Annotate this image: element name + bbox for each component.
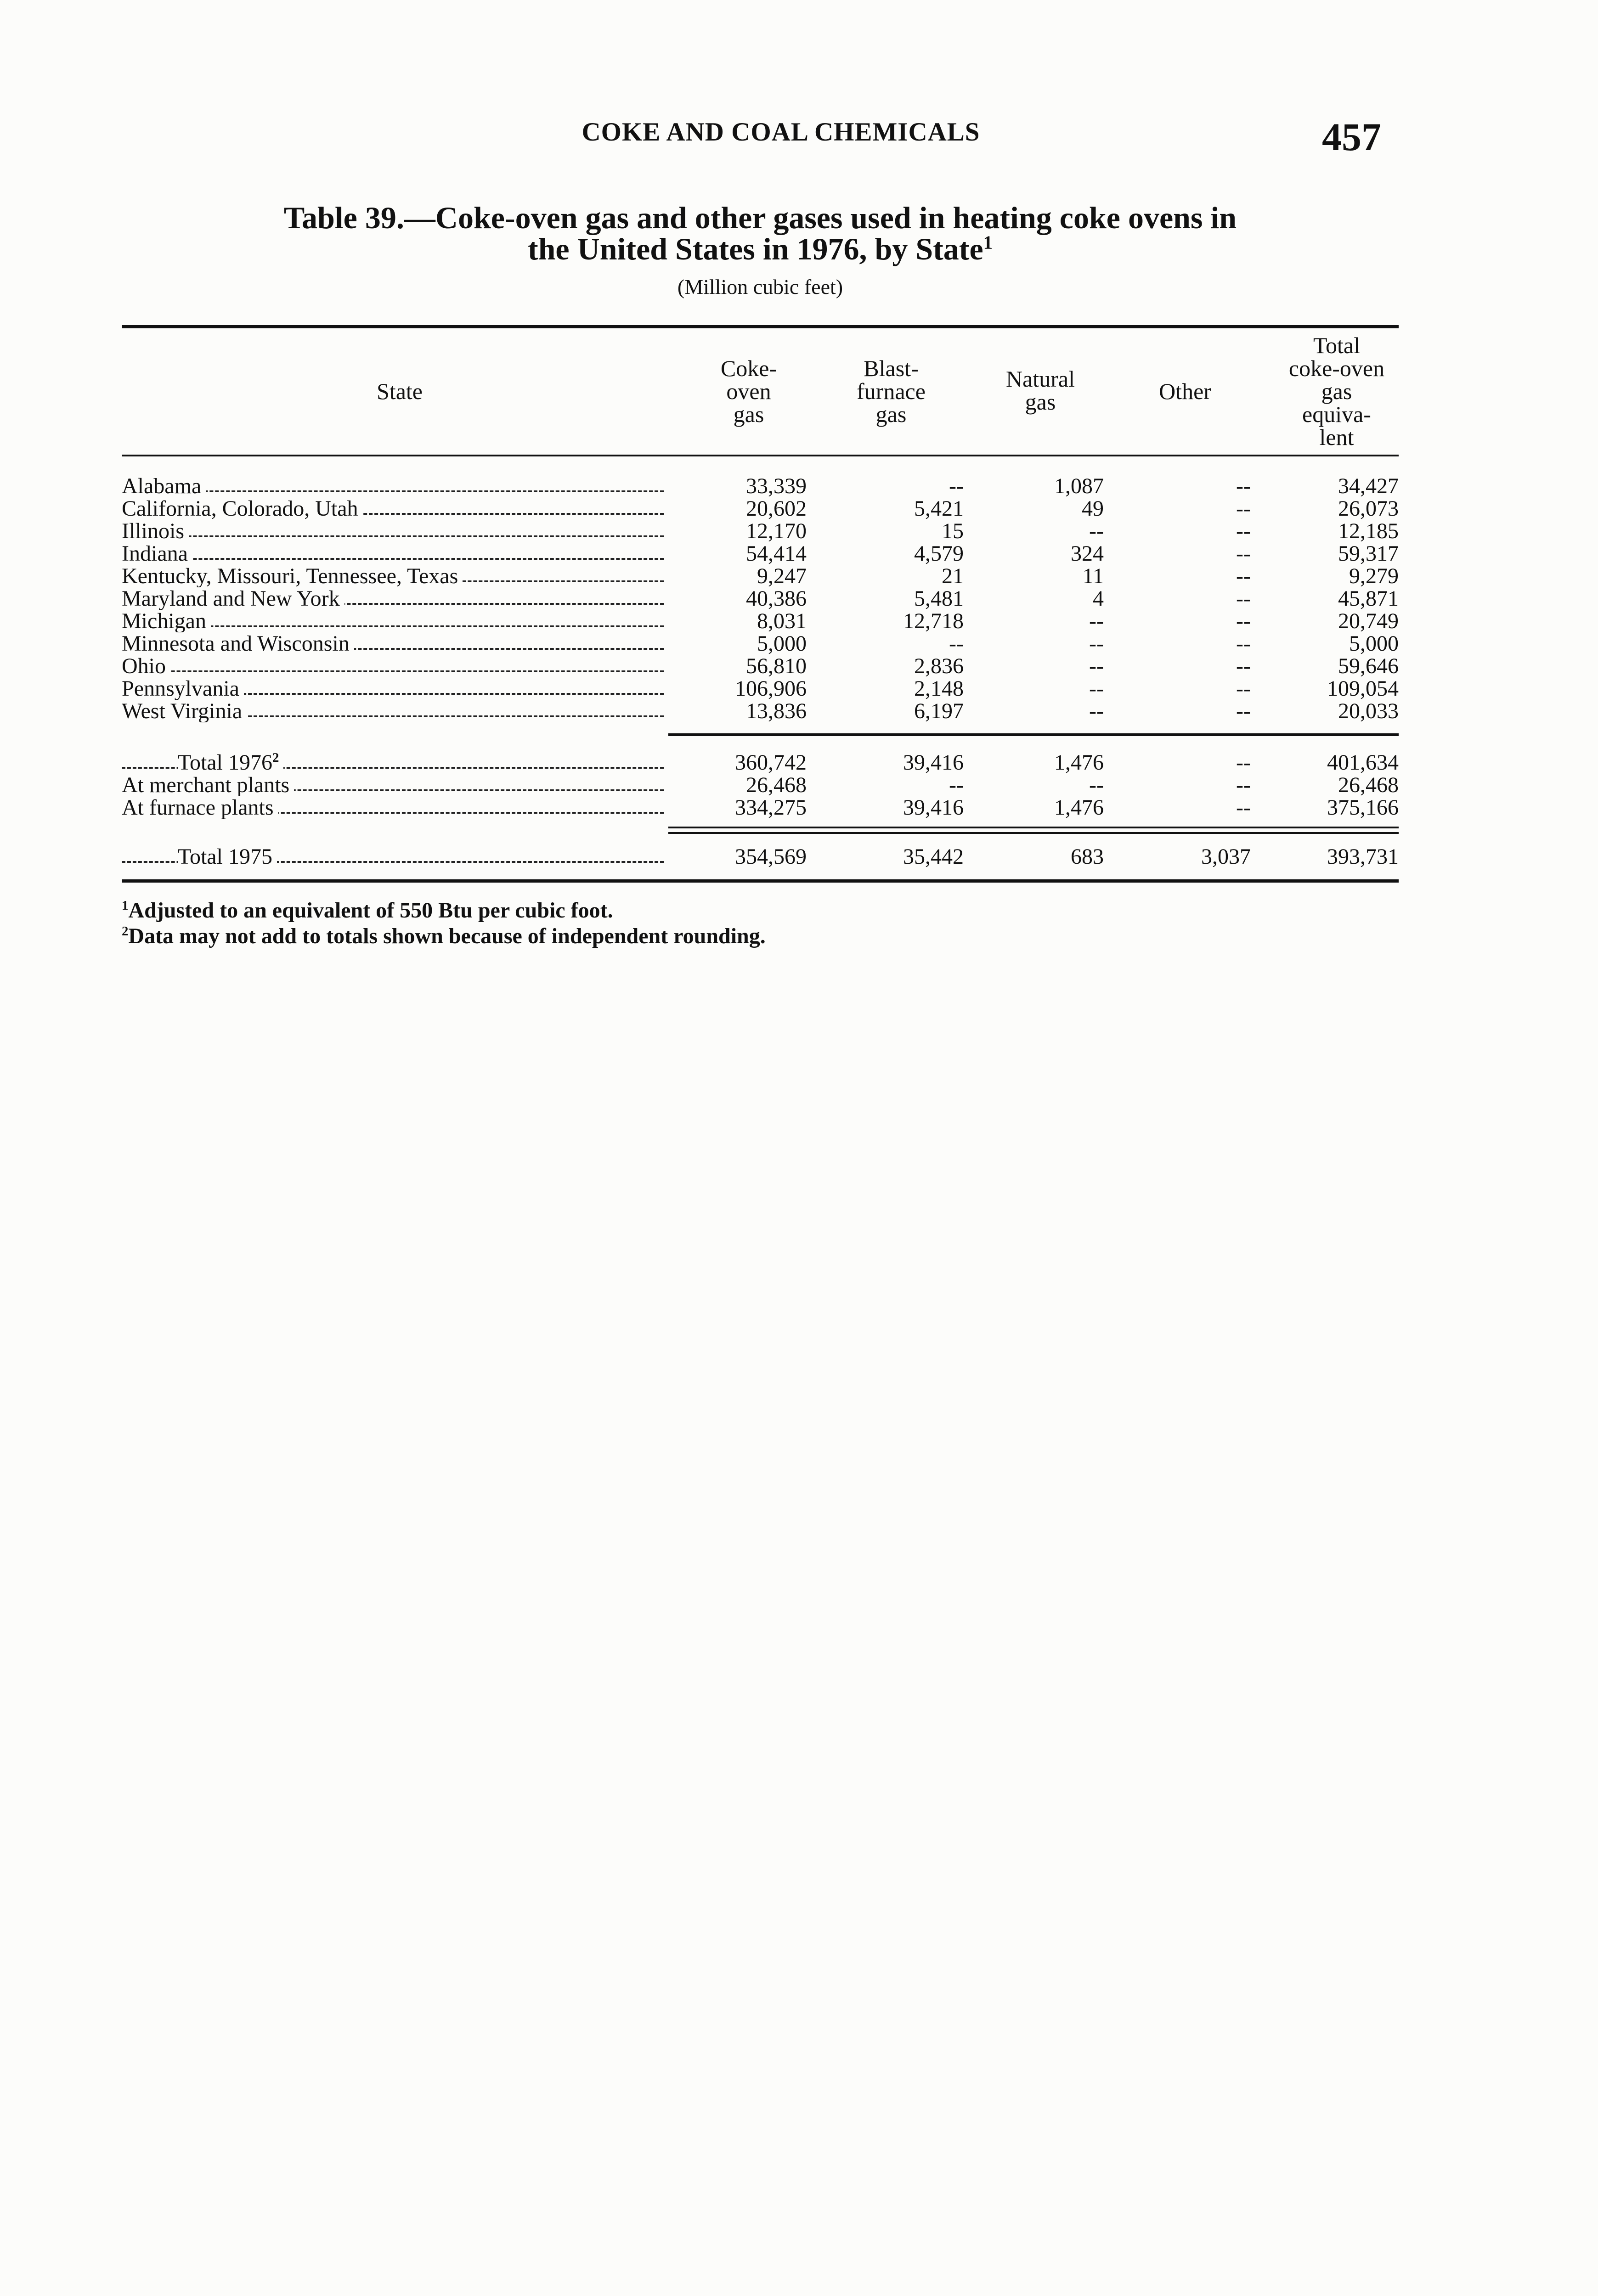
row-state-label: At furnace plants (122, 797, 278, 819)
cell-blast-furnace: 2,836 (914, 654, 964, 678)
cell-natural: -- (1089, 609, 1104, 633)
cell-total: 34,427 (1338, 474, 1399, 498)
col-header-natural-line: gas (1025, 389, 1056, 415)
cell-coke-oven: 13,836 (746, 699, 807, 723)
cell-coke-oven: 5,000 (757, 631, 807, 656)
table-row (122, 520, 1399, 542)
row-state (122, 655, 664, 677)
cell-natural: -- (1089, 519, 1104, 543)
col-header-total-line: lent (1319, 424, 1354, 450)
cell-other: 3,037 (1201, 844, 1251, 869)
col-header-coke-oven-line: oven (726, 378, 771, 404)
cell-coke-oven: 54,414 (746, 541, 807, 566)
row-state (122, 633, 664, 655)
cell-other: -- (1236, 541, 1251, 566)
row-state (122, 498, 664, 520)
footnote-mark: 2 (122, 924, 129, 939)
cell-natural: -- (1089, 773, 1104, 797)
footnote-text: Adjusted to an equivalent of 550 Btu per cubic foot. (128, 898, 613, 923)
table-row (122, 678, 1399, 700)
cell-total: 20,033 (1338, 699, 1399, 723)
row-state (122, 678, 664, 700)
cell-total: 59,646 (1338, 654, 1399, 678)
cell-blast-furnace: 5,481 (914, 586, 964, 611)
cell-blast-furnace: 2,148 (914, 676, 964, 701)
cell-coke-oven: 40,386 (746, 586, 807, 611)
cell-total: 393,731 (1327, 844, 1399, 869)
cell-natural: 324 (1071, 541, 1104, 566)
cell-total: 401,634 (1327, 750, 1399, 775)
cell-natural: 1,476 (1054, 750, 1104, 775)
title-footnote-mark: 1 (983, 232, 993, 253)
cell-blast-furnace: -- (949, 474, 964, 498)
cell-natural: 11 (1082, 564, 1104, 588)
row-state-label: Indiana (122, 543, 192, 565)
table-row (122, 700, 1399, 722)
cell-blast-furnace: 35,442 (903, 844, 964, 869)
cell-coke-oven: 8,031 (757, 609, 807, 633)
cell-other: -- (1236, 750, 1251, 775)
table-row (122, 588, 1399, 610)
cell-other: -- (1236, 564, 1251, 588)
row-state-label: Ohio (122, 655, 170, 677)
col-header-state: State (377, 378, 423, 404)
cell-blast-furnace: 12,718 (903, 609, 964, 633)
cell-natural: -- (1089, 699, 1104, 723)
cell-coke-oven: 106,906 (735, 676, 807, 701)
table-row (122, 797, 1399, 819)
row-state (122, 610, 664, 632)
col-header-natural-line: Natural (1006, 366, 1075, 392)
cell-natural: 683 (1071, 844, 1104, 869)
cell-coke-oven: 334,275 (735, 795, 807, 820)
cell-other: -- (1236, 496, 1251, 521)
table-row (122, 610, 1399, 632)
row-state (122, 520, 664, 542)
cell-other: -- (1236, 519, 1251, 543)
cell-coke-oven: 26,468 (746, 773, 807, 797)
cell-blast-furnace: 21 (942, 564, 964, 588)
cell-natural: 1,087 (1054, 474, 1104, 498)
row-state-label: California, Colorado, Utah (122, 498, 363, 520)
cell-blast-furnace: 6,197 (914, 699, 964, 723)
col-header-total-line: equiva- (1302, 401, 1371, 427)
cell-total: 59,317 (1338, 541, 1399, 566)
row-state-label: West Virginia (122, 700, 247, 722)
cell-blast-furnace: 5,421 (914, 496, 964, 521)
row-state-label: At merchant plants (122, 774, 294, 796)
col-header-total (1268, 334, 1406, 449)
row-state-label: Total 1975 (178, 846, 277, 868)
footnote-mark: 1 (122, 898, 129, 913)
row-state (122, 700, 664, 722)
cell-other: -- (1236, 631, 1251, 656)
row-state (122, 475, 664, 497)
header-rule (122, 455, 1399, 456)
table-row (122, 498, 1399, 520)
cell-natural: 4 (1093, 586, 1104, 611)
col-header-other: Other (1159, 378, 1211, 404)
col-header-coke-oven-line: Coke- (720, 355, 777, 381)
cell-natural: -- (1089, 631, 1104, 656)
table-row (122, 774, 1399, 796)
cell-other: -- (1236, 773, 1251, 797)
table-row-total (122, 846, 1399, 868)
row-state-label: Maryland and New York (122, 588, 344, 610)
table-row (122, 633, 1399, 655)
table-row (122, 475, 1399, 497)
col-header-total-line: coke-oven (1288, 355, 1385, 381)
footnote (122, 923, 766, 949)
footnote-text: Data may not add to totals shown because of independent rounding. (128, 924, 766, 948)
footnotes (122, 898, 766, 949)
cell-coke-oven: 20,602 (746, 496, 807, 521)
row-state (122, 543, 664, 565)
total-1976-label: Total 1976 (178, 752, 272, 774)
page-number: 457 (1322, 115, 1381, 159)
col-header-blast-furnace (836, 357, 946, 426)
cell-total: 26,468 (1338, 773, 1399, 797)
col-header-natural (983, 367, 1098, 413)
col-header-total-line: Total (1313, 332, 1361, 358)
cell-blast-furnace: 39,416 (903, 795, 964, 820)
table-bottom-rule (122, 879, 1399, 883)
row-state (122, 797, 664, 819)
cell-coke-oven: 33,339 (746, 474, 807, 498)
units-note: (Million cubic feet) (677, 275, 843, 298)
cell-other: -- (1236, 795, 1251, 820)
cell-total: 20,749 (1338, 609, 1399, 633)
row-state-label: Kentucky, Missouri, Tennessee, Texas (122, 565, 463, 587)
cell-total: 5,000 (1349, 631, 1399, 656)
row-state (122, 565, 664, 587)
cell-other: -- (1236, 586, 1251, 611)
cell-other: -- (1236, 699, 1251, 723)
running-head: COKE AND COAL CHEMICALS (582, 118, 980, 146)
cell-other: -- (1236, 474, 1251, 498)
cell-coke-oven: 56,810 (746, 654, 807, 678)
prior-rule-lower (668, 832, 1399, 834)
cell-coke-oven: 360,742 (735, 750, 807, 775)
col-header-coke-oven-line: gas (733, 401, 764, 427)
table-title (122, 202, 1399, 299)
row-state (122, 846, 664, 868)
row-state-label: Illinois (122, 520, 189, 542)
row-state (122, 774, 664, 796)
row-state-label (178, 752, 283, 774)
cell-total: 9,279 (1349, 564, 1399, 588)
table-row (122, 565, 1399, 587)
table-row (122, 543, 1399, 565)
title-line-2-text: the United States in 1976, by State (527, 231, 983, 266)
col-header-blast-furnace-line: gas (875, 401, 907, 427)
cell-total: 375,166 (1327, 795, 1399, 820)
row-state (122, 588, 664, 610)
cell-other: -- (1236, 609, 1251, 633)
cell-blast-furnace: -- (949, 631, 964, 656)
col-header-coke-oven (698, 357, 799, 426)
cell-natural: 49 (1082, 496, 1104, 521)
cell-total: 26,073 (1338, 496, 1399, 521)
table-row-total (122, 752, 1399, 774)
cell-natural: -- (1089, 654, 1104, 678)
table-top-rule (122, 325, 1399, 328)
total-footnote-mark: 2 (272, 752, 279, 765)
row-state-label: Pennsylvania (122, 678, 244, 700)
col-header-blast-furnace-line: furnace (857, 378, 926, 404)
cell-total: 109,054 (1327, 676, 1399, 701)
cell-blast-furnace: 39,416 (903, 750, 964, 775)
cell-other: -- (1236, 654, 1251, 678)
row-state-label: Michigan (122, 610, 211, 632)
title-line-2 (122, 233, 1399, 264)
cell-natural: -- (1089, 676, 1104, 701)
row-state-label: Alabama (122, 475, 206, 497)
row-state (122, 752, 664, 774)
cell-total: 12,185 (1338, 519, 1399, 543)
cell-natural: 1,476 (1054, 795, 1104, 820)
cell-blast-furnace: 15 (942, 519, 964, 543)
footnote (122, 898, 766, 923)
prior-rule-upper (668, 827, 1399, 828)
row-state-label: Minnesota and Wisconsin (122, 633, 354, 655)
cell-other: -- (1236, 676, 1251, 701)
cell-total: 45,871 (1338, 586, 1399, 611)
table-row (122, 655, 1399, 677)
cell-coke-oven: 9,247 (757, 564, 807, 588)
totals-rule (668, 733, 1399, 736)
col-header-blast-furnace-line: Blast- (864, 355, 919, 381)
cell-blast-furnace: 4,579 (914, 541, 964, 566)
cell-coke-oven: 12,170 (746, 519, 807, 543)
cell-coke-oven: 354,569 (735, 844, 807, 869)
cell-blast-furnace: -- (949, 773, 964, 797)
col-header-total-line: gas (1321, 378, 1352, 404)
title-line-1: Table 39.—Coke-oven gas and other gases used in heating coke ovens in (283, 200, 1237, 235)
